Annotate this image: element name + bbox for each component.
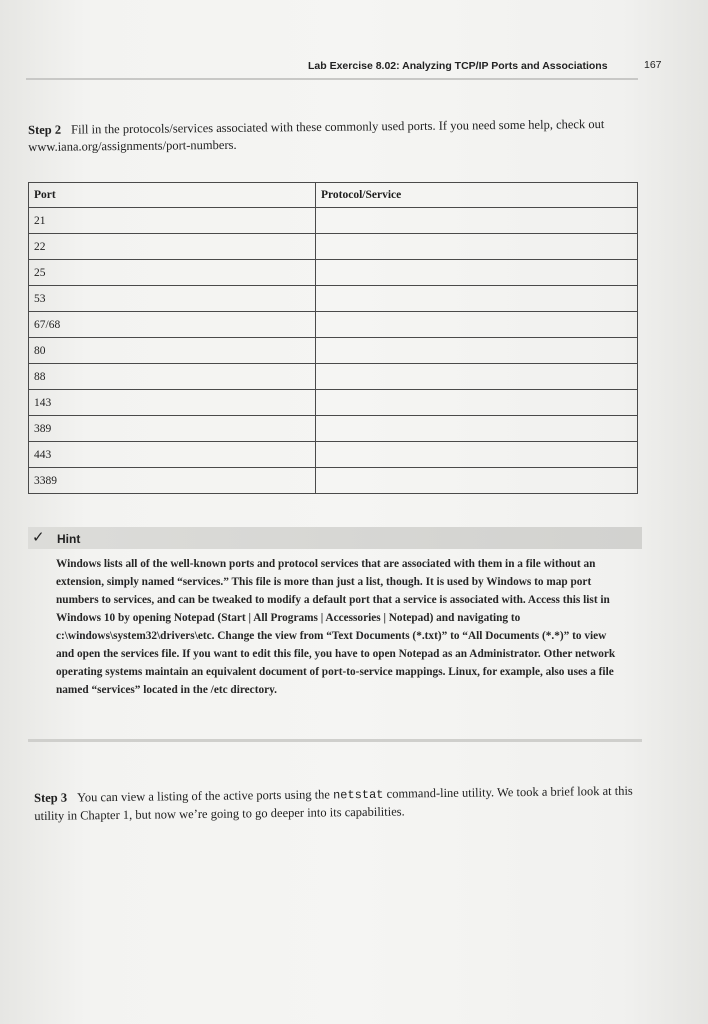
step-3-text-after: command-line utility. We took a brief look at this utility in Chapter 1, but now we’re going to go deeper into its capabilities. (34, 783, 633, 823)
step-3-text-before: You can view a listing of the active ports using the (77, 787, 331, 805)
step-2-text: Fill in the protocols/services associated with these commonly used ports. If you need some help, check out www.iana.org/assignments/port-numbers. (28, 116, 605, 154)
service-cell[interactable] (316, 338, 638, 364)
service-cell[interactable] (316, 286, 638, 312)
netstat-command: netstat (332, 787, 384, 803)
page-number: 167 (644, 59, 662, 71)
table-row (29, 390, 638, 416)
table-row (29, 338, 638, 364)
step-3-paragraph (34, 783, 634, 825)
port-cell: 143 (29, 390, 316, 416)
table-row (29, 468, 638, 494)
port-cell: 67/68 (29, 312, 316, 338)
service-cell[interactable] (316, 390, 638, 416)
service-cell[interactable] (316, 364, 638, 390)
port-cell: 389 (29, 416, 316, 442)
service-cell[interactable] (316, 442, 638, 468)
port-cell: 53 (29, 286, 316, 312)
step-3-label: Step 3 (34, 790, 68, 805)
port-cell: 3389 (29, 468, 316, 494)
service-cell[interactable] (316, 208, 638, 234)
ports-table (28, 182, 638, 494)
table-row (29, 442, 638, 468)
service-cell[interactable] (316, 312, 638, 338)
port-cell: 25 (29, 260, 316, 286)
table-row (29, 416, 638, 442)
port-cell: 88 (29, 364, 316, 390)
port-cell: 80 (29, 338, 316, 364)
table-row (29, 234, 638, 260)
hint-bar (28, 527, 642, 549)
service-cell[interactable] (316, 234, 638, 260)
hint-label: Hint (57, 532, 81, 546)
table-row (29, 312, 638, 338)
step-2-label: Step 2 (28, 122, 62, 137)
table-row (29, 364, 638, 390)
service-cell[interactable] (316, 416, 638, 442)
header-title: Lab Exercise 8.02: Analyzing TCP/IP Ports and Associations (308, 60, 608, 72)
service-cell[interactable] (316, 260, 638, 286)
hint-box (28, 527, 642, 749)
service-cell[interactable] (316, 468, 638, 494)
table-row (29, 208, 638, 234)
step-2-paragraph (28, 116, 628, 156)
running-header (300, 58, 670, 78)
hint-text: Windows lists all of the well-known ports and protocol services that are associated with them in a file without an extension, simply named “services.” This file is more than just a list, though. It is used by Windows to map port numbers to services, and can be tweaked to modify a default port that a service is associated with. Access this list in Windows 10 by opening Notepad (Start | All Programs | Accessories | Notepad) and navigating to c:\windows\system32\drivers\etc. Change the view from “Text Documents (*.txt)” to “All Documents (*.*)” to view and open the services file. If you want to edit this file, you have to open Notepad as an Administrator. Other network operating systems maintain an equivalent document of port-to-service mappings. Linux, for example, also uses a file named “services” located in the /etc directory. (56, 558, 616, 696)
hint-bottom-rule (28, 739, 642, 742)
header-rule (26, 78, 638, 80)
table-row (29, 286, 638, 312)
port-cell: 22 (29, 234, 316, 260)
table-header-row (29, 183, 638, 208)
col-header-port: Port (29, 183, 316, 208)
col-header-protocol-service: Protocol/Service (316, 183, 638, 208)
table-row (29, 260, 638, 286)
checkmark-icon: ✓ (32, 528, 45, 546)
port-cell: 443 (29, 442, 316, 468)
port-cell: 21 (29, 208, 316, 234)
